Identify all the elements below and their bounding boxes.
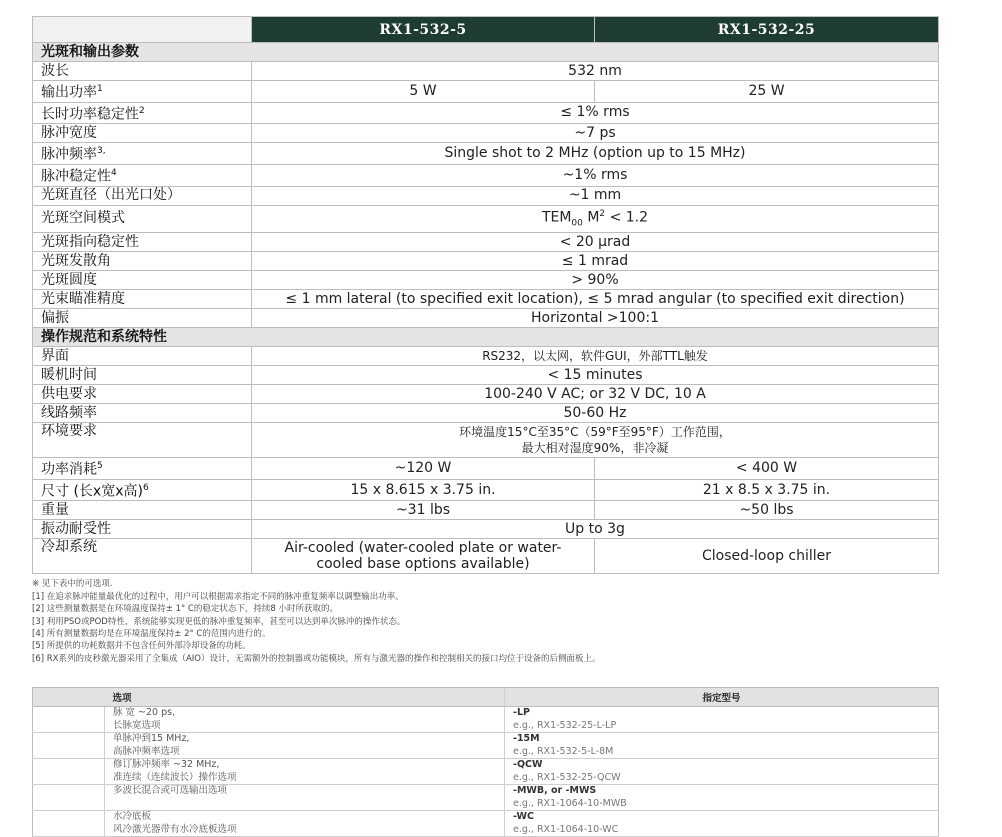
spec-label: 光斑指向稳定性 bbox=[33, 233, 252, 252]
spec-sheet bbox=[32, 16, 938, 837]
footnote: [2] 这些测量数据是在环境温度保持± 1° C的稳定状态下，持续8 小时所获取的。 bbox=[32, 604, 338, 615]
spec-label: 偏振 bbox=[33, 309, 252, 328]
spec-row bbox=[33, 143, 939, 165]
option-description: 修订脉冲频率 ~32 MHz, 准连续（连续波长）操作选项 bbox=[105, 759, 505, 785]
option-description: 多波长混合或可选输出选项 bbox=[105, 785, 505, 811]
spec-value: ≤ 1% rms bbox=[252, 102, 939, 124]
option-code: -WC e.g., RX1-1064-10-WC bbox=[505, 811, 939, 837]
spec-label: 波长 bbox=[33, 62, 252, 81]
spec-value: ~1% rms bbox=[252, 164, 939, 186]
spec-row bbox=[33, 309, 939, 328]
option-code: -MWB, or -MWS e.g., RX1-1064-10-MWB bbox=[505, 785, 939, 811]
spec-table bbox=[32, 16, 939, 574]
spec-row bbox=[33, 404, 939, 423]
spec-label: 脉冲宽度 bbox=[33, 124, 252, 143]
spec-value: ≤ 1 mm lateral (to specified exit location), ≤ 5 mrad angular (to specified exit direction) bbox=[252, 290, 939, 309]
footnote: [4] 所有测量数据均是在环境温度保持± 2° C的范围内进行的。 bbox=[32, 629, 271, 640]
spec-row bbox=[33, 366, 939, 385]
option-row bbox=[33, 733, 939, 759]
spec-row bbox=[33, 290, 939, 309]
section-heading-beam-output: 光斑和输出参数 bbox=[33, 43, 939, 62]
spec-value-model-1: ~31 lbs bbox=[252, 501, 595, 520]
spec-label: 光斑圆度 bbox=[33, 271, 252, 290]
spec-value: < 20 µrad bbox=[252, 233, 939, 252]
footnote: ※ 见下表中的可选项. bbox=[32, 579, 113, 590]
model-header-rx1-532-5: RX1-532-5 bbox=[252, 17, 595, 43]
spec-label: 脉冲频率$^{3,}$ bbox=[33, 143, 252, 165]
option-code: -QCW e.g., RX1-532-25-QCW bbox=[505, 759, 939, 785]
footnote: [6] RX系列的皮秒激光器采用了全集成（AIO）设计，无需额外的控制器或功能模块，所有与激光器的操作和控制相关的接口均位于设备的后侧面板上。 bbox=[32, 653, 601, 664]
spec-row bbox=[33, 205, 939, 232]
spec-label: 输出功率$^1$ bbox=[33, 81, 252, 103]
spec-value: RS232，以太网，软件GUI，外部TTL触发 bbox=[252, 347, 939, 366]
spec-label: 环境要求 bbox=[33, 423, 252, 458]
spec-label: 长时功率稳定性$^2$ bbox=[33, 102, 252, 124]
spec-row bbox=[33, 164, 939, 186]
spec-value: Horizontal >100:1 bbox=[252, 309, 939, 328]
option-code: -LP e.g., RX1-532-25-L-LP bbox=[505, 707, 939, 733]
spec-label: 脉冲稳定性$^4$ bbox=[33, 164, 252, 186]
header-blank-cell bbox=[33, 17, 252, 43]
model-header-rx1-532-25: RX1-532-25 bbox=[595, 17, 939, 43]
spec-value-model-2: 21 x 8.5 x 3.75 in. bbox=[595, 479, 939, 501]
spec-label: 界面 bbox=[33, 347, 252, 366]
spec-label: 线路频率 bbox=[33, 404, 252, 423]
spec-value-model-1: 15 x 8.615 x 3.75 in. bbox=[252, 479, 595, 501]
spec-value: 532 nm bbox=[252, 62, 939, 81]
spec-row bbox=[33, 385, 939, 404]
footnote: [5] 所提供的功耗数据并不包含任何外部冷却设备的功耗。 bbox=[32, 641, 251, 652]
option-code: -15M e.g., RX1-532-5-L-8M bbox=[505, 733, 939, 759]
spec-label: 光束瞄准精度 bbox=[33, 290, 252, 309]
model-header-row bbox=[33, 17, 939, 43]
option-row bbox=[33, 785, 939, 811]
spec-row bbox=[33, 458, 939, 480]
spec-value-model-2: ~50 lbs bbox=[595, 501, 939, 520]
spec-row bbox=[33, 124, 939, 143]
spec-row bbox=[33, 479, 939, 501]
option-row bbox=[33, 759, 939, 785]
option-row bbox=[33, 707, 939, 733]
spec-label: 冷却系统 bbox=[33, 539, 252, 574]
spec-label: 暖机时间 bbox=[33, 366, 252, 385]
options-header-blank bbox=[33, 688, 105, 707]
option-description: 脉 宽 ~20 ps, 长脉宽选项 bbox=[105, 707, 505, 733]
spec-row bbox=[33, 186, 939, 205]
spec-row bbox=[33, 501, 939, 520]
spec-row bbox=[33, 233, 939, 252]
footnote: [3] 利用PSO或POD特性，系统能够实现更低的脉冲重复频率，甚至可以达到单次脉冲的操作状态。 bbox=[32, 616, 406, 627]
section-heading-operation: 操作规范和系统特性 bbox=[33, 328, 939, 347]
footnotes bbox=[32, 578, 938, 665]
spec-label: 功率消耗$^5$ bbox=[33, 458, 252, 480]
spec-row bbox=[33, 539, 939, 574]
spec-value: 100-240 V AC; or 32 V DC, 10 A bbox=[252, 385, 939, 404]
spec-value: $TEM_{00}$ $M^2 < 1.2$ bbox=[252, 205, 939, 232]
spec-value: ~1 mm bbox=[252, 186, 939, 205]
footnote: [1] 在追求脉冲能量最优化的过程中，用户可以根据需求指定不同的脉冲重复频率以调整输出功率。 bbox=[32, 591, 404, 602]
spec-value: > 90% bbox=[252, 271, 939, 290]
spec-row bbox=[33, 252, 939, 271]
spec-value-model-1: 5 W bbox=[252, 81, 595, 103]
spec-label: 振动耐受性 bbox=[33, 520, 252, 539]
spec-row bbox=[33, 271, 939, 290]
spec-row bbox=[33, 81, 939, 103]
spec-label: 尺寸 (长x宽x高)$^6$ bbox=[33, 479, 252, 501]
options-table bbox=[32, 687, 939, 837]
options-header-row bbox=[33, 688, 939, 707]
spec-value-model-2: Closed-loop chiller bbox=[595, 539, 939, 574]
spec-row bbox=[33, 347, 939, 366]
spec-value-model-2: < 400 W bbox=[595, 458, 939, 480]
spec-value-model-2: 25 W bbox=[595, 81, 939, 103]
spec-row bbox=[33, 102, 939, 124]
spec-label: 光斑直径（出光口处） bbox=[33, 186, 252, 205]
spec-label: 光斑空间模式 bbox=[33, 205, 252, 232]
spec-value: ≤ 1 mrad bbox=[252, 252, 939, 271]
spec-label: 重量 bbox=[33, 501, 252, 520]
spec-label: 供电要求 bbox=[33, 385, 252, 404]
option-description: 水冷底板 风冷激光器带有水冷底板选项 bbox=[105, 811, 505, 837]
option-description: 单脉冲到15 MHz, 高脉冲频率选项 bbox=[105, 733, 505, 759]
spec-value: < 15 minutes bbox=[252, 366, 939, 385]
spec-row bbox=[33, 520, 939, 539]
options-header-option: 选项 bbox=[105, 688, 505, 707]
spec-row bbox=[33, 423, 939, 458]
spec-value: Up to 3g bbox=[252, 520, 939, 539]
option-row bbox=[33, 811, 939, 837]
spec-label: 光斑发散角 bbox=[33, 252, 252, 271]
spec-value: ~7 ps bbox=[252, 124, 939, 143]
spec-value: 环境温度15°C至35°C（59°F至95°F）工作范围， 最大相对湿度90%，非冷凝 bbox=[252, 423, 939, 458]
spec-row bbox=[33, 62, 939, 81]
spec-value-model-1: ~120 W bbox=[252, 458, 595, 480]
spec-value-model-1: Air-cooled (water-cooled plate or water- cooled base options available) bbox=[252, 539, 595, 574]
spec-value: 50-60 Hz bbox=[252, 404, 939, 423]
spec-value: Single shot to 2 MHz (option up to 15 MHz) bbox=[252, 143, 939, 165]
options-header-model: 指定型号 bbox=[505, 688, 939, 707]
